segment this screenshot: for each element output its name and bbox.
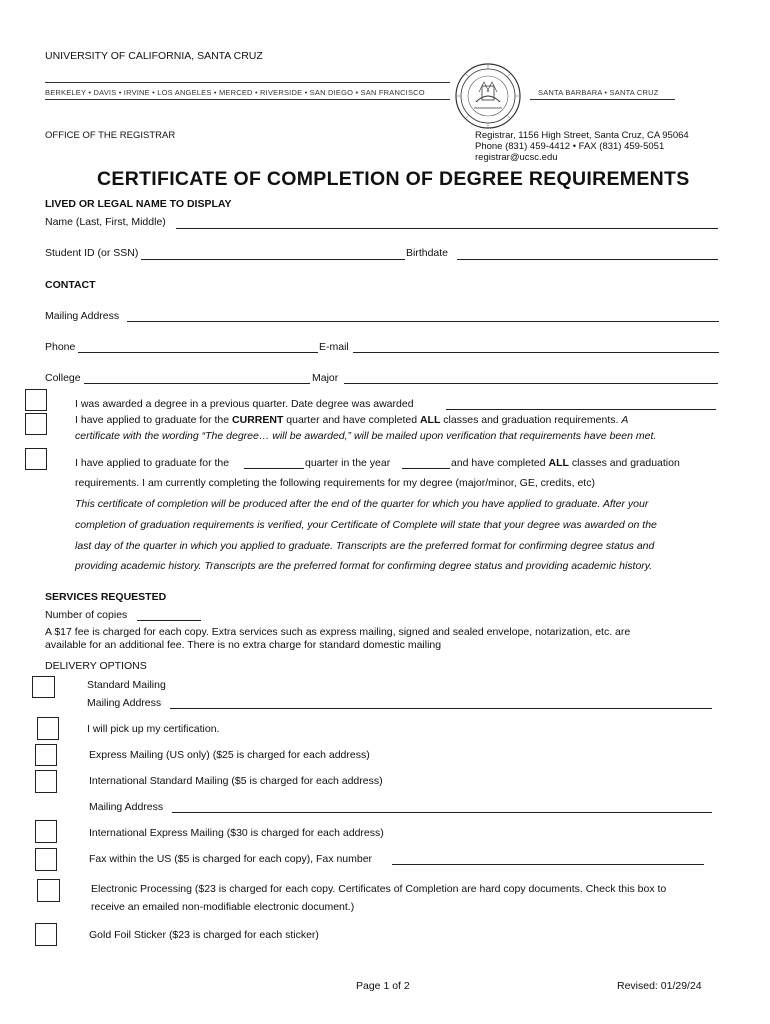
future-quarter-text-b: quarter in the year [305,457,391,469]
seal-icon [454,62,522,130]
current-text-f: A [621,414,629,426]
fax-label: Fax within the US ($5 is charged for each copy), Fax number [89,853,373,865]
standard-mailing-checkbox[interactable] [32,676,55,698]
previous-degree-label: I was awarded a degree in a previous quarter. Date degree was awarded [75,398,414,410]
major-label: Major [312,372,339,384]
intl-express-checkbox[interactable] [35,820,57,843]
future-quarter-text-a: I have applied to graduate for the [75,457,230,469]
college-label: College [45,372,81,384]
future-quarter-note-2: completion of graduation requirements is verified, your Certificate of Complete will state that your degree was awarded on the [75,519,657,531]
birthdate-label: Birthdate [406,247,449,259]
campus-list-right: SANTA BARBARA • SANTA CRUZ [538,88,659,97]
express-mailing-checkbox[interactable] [35,744,57,766]
fax-number-field[interactable] [392,864,704,865]
revised-date: Revised: 01/29/24 [617,980,702,992]
college-field[interactable] [84,383,310,384]
gold-foil-label: Gold Foil Sticker ($23 is charged for each sticker) [89,929,319,941]
future-text-d: ALL [548,457,569,469]
header-rule-right [530,99,675,100]
current-text-d: ALL [419,414,441,426]
future-quarter-checkbox[interactable] [25,448,47,470]
header-rule-left-top [45,82,450,83]
mailing-address-label: Mailing Address [45,310,120,322]
page-number: Page 1 of 2 [356,980,410,992]
registrar-address: Registrar, 1156 High Street, Santa Cruz, CA 95064 [475,130,689,141]
current-quarter-checkbox[interactable] [25,413,47,435]
quarter-field[interactable] [244,468,304,469]
services-heading: SERVICES REQUESTED [45,591,167,603]
registrar-email: registrar@ucsc.edu [475,152,558,163]
mailing-address-field[interactable] [127,321,719,322]
fax-checkbox[interactable] [35,848,57,871]
gold-foil-checkbox[interactable] [35,923,57,946]
future-quarter-note-4: providing academic history. Transcripts are the preferred format for confirming degree status and providing academic history. [75,560,653,572]
header-rule-left-bottom [45,99,450,100]
future-quarter-line2: requirements. I am currently completing the following requirements for my degree (major/minor, GE, credits, etc) [75,477,595,489]
future-quarter-text-c [451,457,680,469]
name-field[interactable] [176,228,718,229]
standard-address-label: Mailing Address [87,697,162,709]
current-quarter-note: certificate with the wording “The degree… will be awarded,” will be mailed upon verification that requirements have been met. [75,430,657,442]
student-id-field[interactable] [141,259,405,260]
intl-express-label: International Express Mailing ($30 is charged for each address) [89,827,384,839]
student-id-label: Student ID (or SSN) [45,247,139,259]
name-label: Name (Last, First, Middle) [45,216,166,228]
fee-line-2: available for an additional fee. There is no extra charge for standard domestic mailing [45,639,442,651]
delivery-heading: DELIVERY OPTIONS [45,660,147,672]
current-quarter-label [75,414,628,426]
year-field[interactable] [402,468,450,469]
email-field[interactable] [353,352,719,353]
campus-list-left: BERKELEY • DAVIS • IRVINE • LOS ANGELES • MERCED • RIVERSIDE • SAN DIEGO • SAN FRANCISCO [45,88,425,97]
email-label: E-mail [319,341,349,353]
copies-label: Number of copies [45,609,128,621]
birthdate-field[interactable] [457,259,718,260]
copies-field[interactable] [137,620,201,621]
intl-address-field[interactable] [172,812,712,813]
express-mailing-label: Express Mailing (US only) ($25 is charged for each address) [89,749,370,761]
university-seal [454,62,522,130]
electronic-label-2: receive an emailed non-modifiable electronic document.) [91,901,355,913]
pickup-checkbox[interactable] [37,717,59,740]
previous-degree-checkbox[interactable] [25,389,47,411]
intl-standard-checkbox[interactable] [35,770,57,793]
university-name: UNIVERSITY OF CALIFORNIA, SANTA CRUZ [45,50,263,62]
intl-address-label: Mailing Address [89,801,164,813]
contact-heading: CONTACT [45,279,96,291]
major-field[interactable] [344,383,718,384]
fee-line-1: A $17 fee is charged for each copy. Extra services such as express mailing, signed and sealed envelope, notarization, etc. are [45,626,631,638]
phone-label: Phone [45,341,76,353]
future-quarter-note-3: last day of the quarter in which you applied to graduate. Transcripts are the preferred format for confirming degree status and [75,540,655,552]
phone-field[interactable] [78,352,318,353]
current-text-c: quarter and have completed [283,414,420,426]
page-title: CERTIFICATE OF COMPLETION OF DEGREE REQUIREMENTS [97,168,690,190]
standard-address-field[interactable] [170,708,712,709]
current-text-b: CURRENT [232,414,284,426]
electronic-checkbox[interactable] [37,879,60,902]
future-text-e: classes and graduation [568,457,680,469]
electronic-label-1: Electronic Processing ($23 is charged for each copy. Certificates of Completion are hard copy documents. Check this box to [91,883,667,895]
standard-mailing-label: Standard Mailing [87,679,166,691]
registrar-phone-fax: Phone (831) 459-4412 • FAX (831) 459-5051 [475,141,665,152]
current-text-e: classes and graduation requirements. [440,414,622,426]
current-text-a: I have applied to graduate for the [75,414,233,426]
name-section-heading: LIVED OR LEGAL NAME TO DISPLAY [45,198,232,210]
future-quarter-note-1: This certificate of completion will be produced after the end of the quarter for which you have applied to graduate. After your [75,498,649,510]
date-awarded-field[interactable] [446,409,716,410]
intl-standard-label: International Standard Mailing ($5 is charged for each address) [89,775,383,787]
office-name: OFFICE OF THE REGISTRAR [45,130,176,141]
pickup-label: I will pick up my certification. [87,723,220,735]
future-text-c: and have completed [451,457,549,469]
